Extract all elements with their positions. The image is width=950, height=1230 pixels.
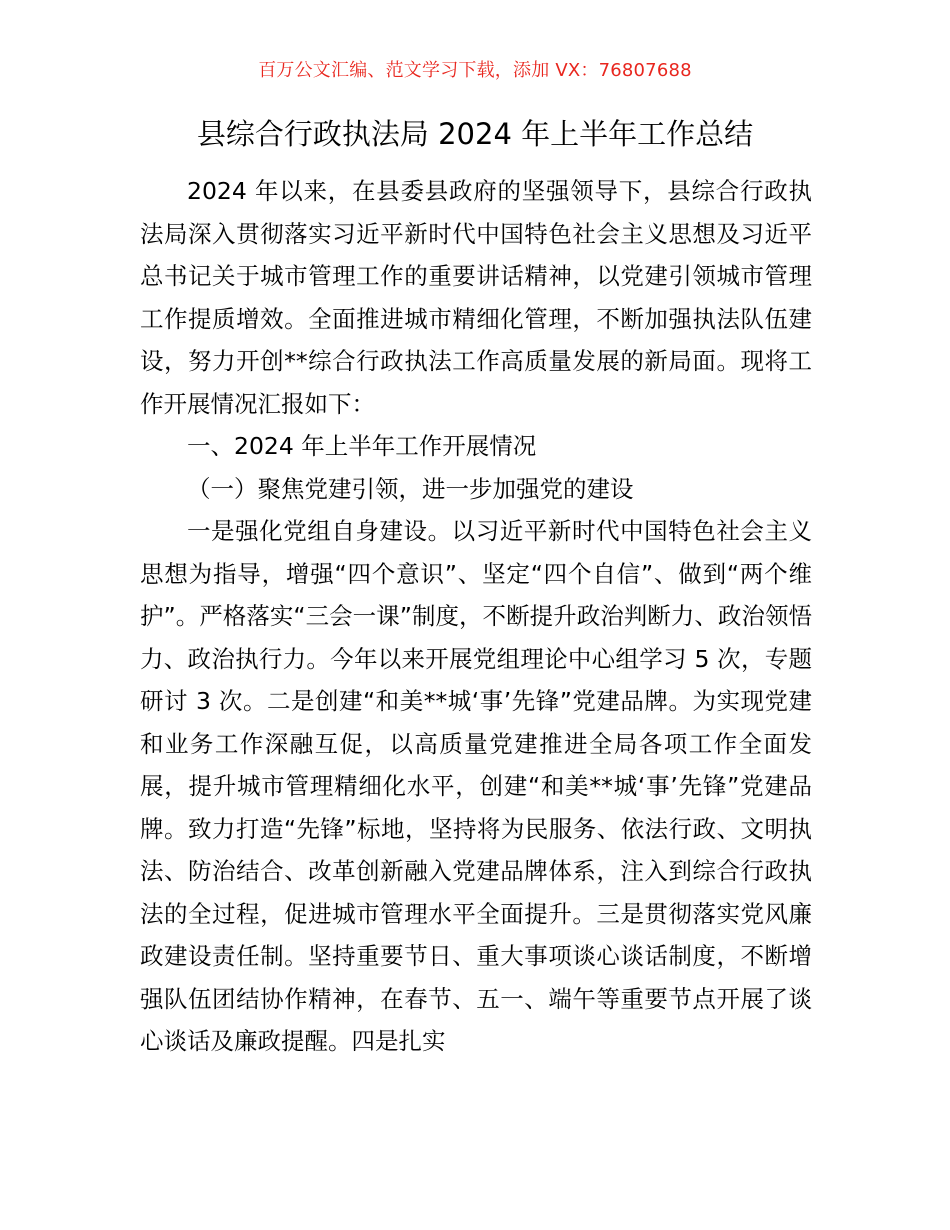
subsection-heading: （一）聚焦党建引领，进一步加强党的建设 [187,474,634,503]
header-watermark-note: 百万公文汇编、范文学习下载，添加 VX：76807688 [258,60,692,81]
intro-paragraph: 2024 年以来，在县委县政府的坚强领导下，县综合行政执法局深入贯彻落实习近平新时代中国特色社会主义思想及习近平总书记关于城市管理工作的重要讲话精神，以党建引领城市管理工作提质增效。全面推进城市精细化管理，不断加强执法队伍建设，努力开创**综合行政执法工作高质量发展的新局面。现将工作开展情况汇报如下： [140,177,812,418]
document-body [140,170,812,1063]
section-heading: 一、2024 年上半年工作开展情况 [187,432,537,460]
document-title: 县综合行政执法局 2024 年上半年工作总结 [196,117,754,151]
content-paragraph: 一是强化党组自身建设。以习近平新时代中国特色社会主义思想为指导，增强“四个意识”、坚定“四个自信”、做到“两个维护”。严格落实“三会一课”制度，不断提升政治判断力、政治领悟力、政治执行力。今年以来开展党组理论中心组学习 5 次，专题研讨 3 次。二是创建“和美**城‘事’先锋”党建品牌。为实现党建和业务工作深融互促，以高质量党建推进全局各项工作全面发展，提升城市管理精细化水平，创建“和美**城‘事’先锋”党建品牌。致力打造“先锋”标地，坚持将为民服务、依法行政、文明执法、防治结合、改革创新融入党建品牌体系，注入到综合行政执法的全过程，促进城市管理水平全面提升。三是贯彻落实党风廉政建设责任制。坚持重要节日、重大事项谈心谈话制度，不断增强队伍团结协作精神，在春节、五一、端午等重要节点开展了谈心谈话及廉政提醒。四是扎实 [140,517,812,1055]
